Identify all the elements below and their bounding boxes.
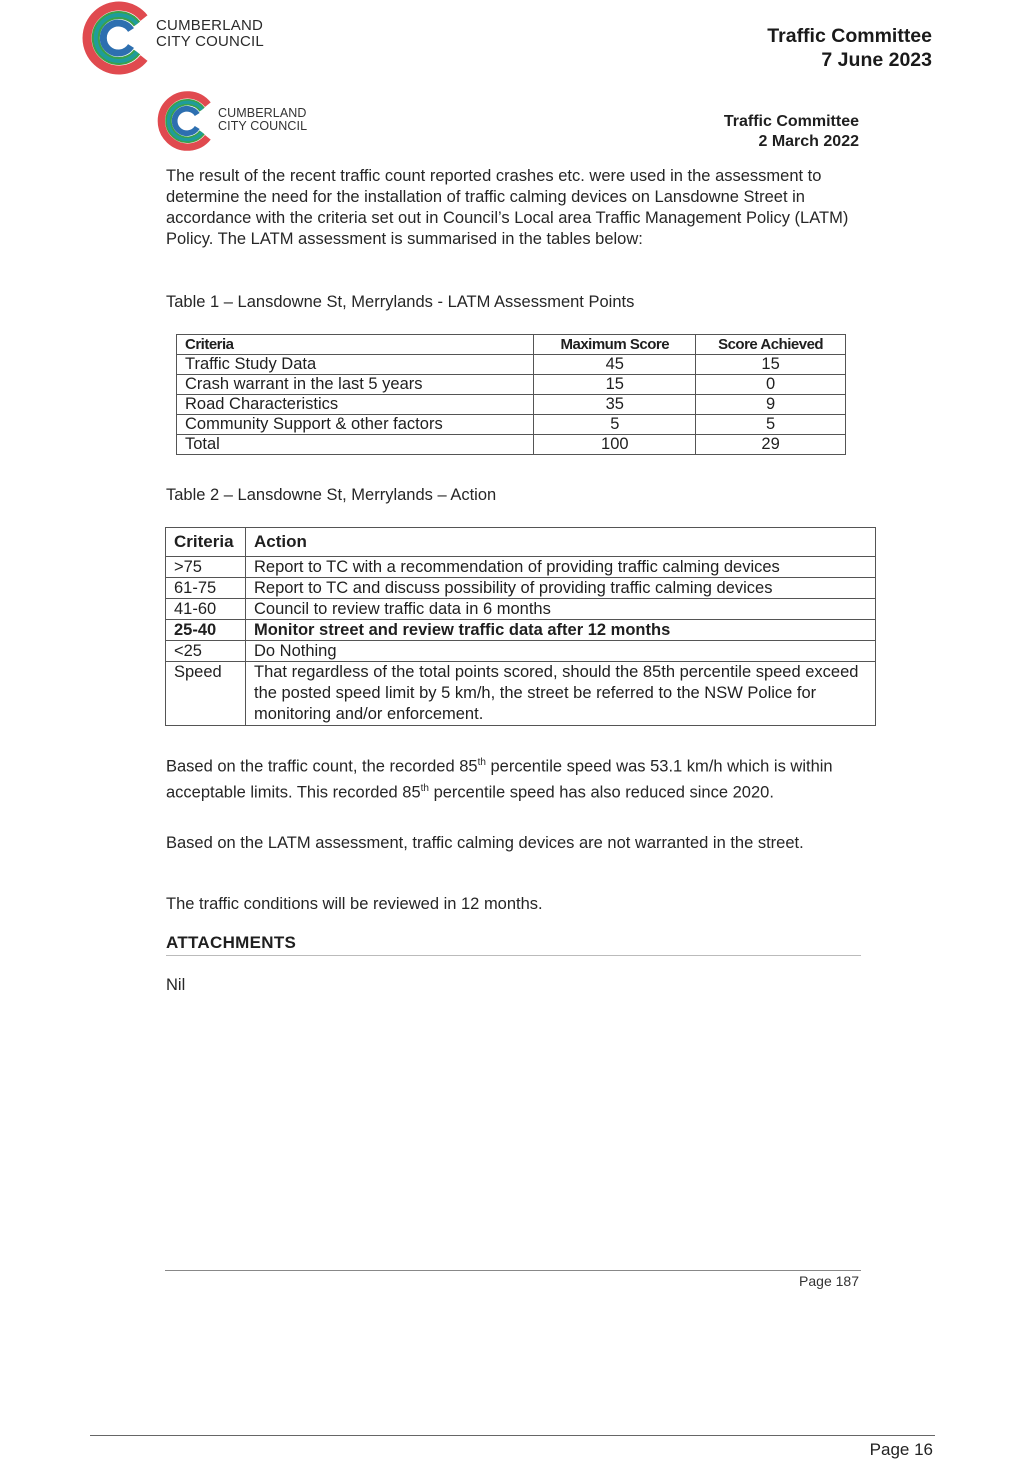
criteria-cell: Crash warrant in the last 5 years [177, 375, 534, 395]
max-score-cell: 35 [534, 395, 696, 415]
inner-meeting-date: 2 March 2022 [758, 133, 859, 150]
score-achieved-cell: 5 [696, 415, 846, 435]
table-row-highlighted [166, 620, 876, 641]
inner-logo-line-2: CITY COUNCIL [218, 119, 308, 133]
attachments-divider [166, 955, 861, 956]
max-score-cell: 5 [534, 415, 696, 435]
inner-committee-name: Traffic Committee [723, 113, 859, 130]
max-score-cell: 100 [534, 435, 696, 455]
table2-caption: Table 2 – Lansdowne St, Merrylands – Action [166, 486, 497, 504]
latm-action-table [165, 527, 876, 726]
review-paragraph: The traffic conditions will be reviewed in 12 months. [166, 895, 543, 913]
criteria-cell: Speed [166, 662, 246, 726]
column-header: Action [245, 528, 875, 557]
speed-text-part-2: percentile speed was 53.1 km/h which is within acceptable limits. This recorded 85 [166, 757, 833, 801]
score-achieved-cell: 9 [696, 395, 846, 415]
ordinal-suffix: th [420, 782, 429, 794]
speed-text-part-3: percentile speed has also reduced since 2020. [429, 783, 774, 801]
logo-line-2: CITY COUNCIL [156, 33, 264, 50]
inner-page-number: Page 187 [799, 1273, 859, 1289]
action-cell: Council to review traffic data in 6 months [245, 599, 875, 620]
criteria-cell: <25 [166, 641, 246, 662]
max-score-cell: 15 [534, 375, 696, 395]
table-total-row [177, 435, 846, 455]
table-row [177, 375, 846, 395]
table-header-row [177, 335, 846, 355]
speed-paragraph [166, 752, 860, 803]
criteria-cell: Traffic Study Data [177, 355, 534, 375]
attachments-heading: ATTACHMENTS [166, 933, 297, 952]
table-row [166, 641, 876, 662]
action-cell: That regardless of the total points scored, should the 85th percentile speed exceed the posted speed limit by 5 km/h, the street be referred to the NSW Police for monitoring and/or enforcement. [245, 662, 875, 726]
logo-line-1: CUMBERLAND [156, 17, 264, 34]
meeting-date: 7 June 2023 [821, 49, 932, 71]
table-row [177, 395, 846, 415]
latm-conclusion-paragraph: Based on the LATM assessment, traffic calming devices are not warranted in the street. [166, 834, 804, 852]
table-row [177, 415, 846, 435]
inner-footer-divider [165, 1270, 861, 1271]
score-achieved-cell: 29 [696, 435, 846, 455]
max-score-cell: 45 [534, 355, 696, 375]
action-cell: Monitor street and review traffic data after 12 months [245, 620, 875, 641]
ordinal-suffix: th [477, 757, 486, 768]
criteria-cell: Community Support & other factors [177, 415, 534, 435]
table-row [177, 355, 846, 375]
criteria-cell: 61-75 [166, 578, 246, 599]
footer-divider [90, 1435, 935, 1436]
column-header: Criteria [166, 528, 246, 557]
committee-name: Traffic Committee [767, 25, 932, 47]
table-row [166, 662, 876, 726]
criteria-cell: 41-60 [166, 599, 246, 620]
table-row [166, 578, 876, 599]
inner-council-logo [154, 90, 216, 152]
speed-text-part-1: Based on the traffic count, the recorded 85 [166, 757, 478, 776]
score-achieved-cell: 0 [696, 375, 846, 395]
action-cell: Do Nothing [245, 641, 875, 662]
score-achieved-cell: 15 [696, 355, 846, 375]
column-header: Criteria [177, 335, 534, 355]
criteria-cell: 25-40 [166, 620, 246, 641]
page-number: Page 16 [869, 1440, 933, 1459]
inner-logo-text [218, 107, 307, 133]
column-header: Score Achieved [696, 335, 846, 355]
attachments-value: Nil [166, 976, 186, 994]
criteria-cell: Road Characteristics [177, 395, 534, 415]
table-header-row [166, 528, 876, 557]
table1-caption: Table 1 – Lansdowne St, Merrylands - LATM Assessment Points [166, 293, 635, 311]
intro-paragraph: The result of the recent traffic count reported crashes etc. were used in the assessment to determine the need for the installation of traffic calming devices on Lansdowne Street in accordance with the criteria set out in Council’s Local area Traffic Management Policy (LATM) Policy. The LATM assessment is summarised in the tables below: [166, 167, 849, 248]
table-row [166, 557, 876, 578]
inner-meeting-header [724, 112, 859, 152]
latm-assessment-table [176, 334, 846, 455]
criteria-cell: >75 [166, 557, 246, 578]
criteria-cell: Total [177, 435, 534, 455]
inner-logo-line-1: CUMBERLAND [218, 106, 307, 120]
column-header: Maximum Score [534, 335, 696, 355]
action-cell: Report to TC with a recommendation of providing traffic calming devices [245, 557, 875, 578]
table-row [166, 599, 876, 620]
action-cell: Report to TC and discuss possibility of providing traffic calming devices [245, 578, 875, 599]
